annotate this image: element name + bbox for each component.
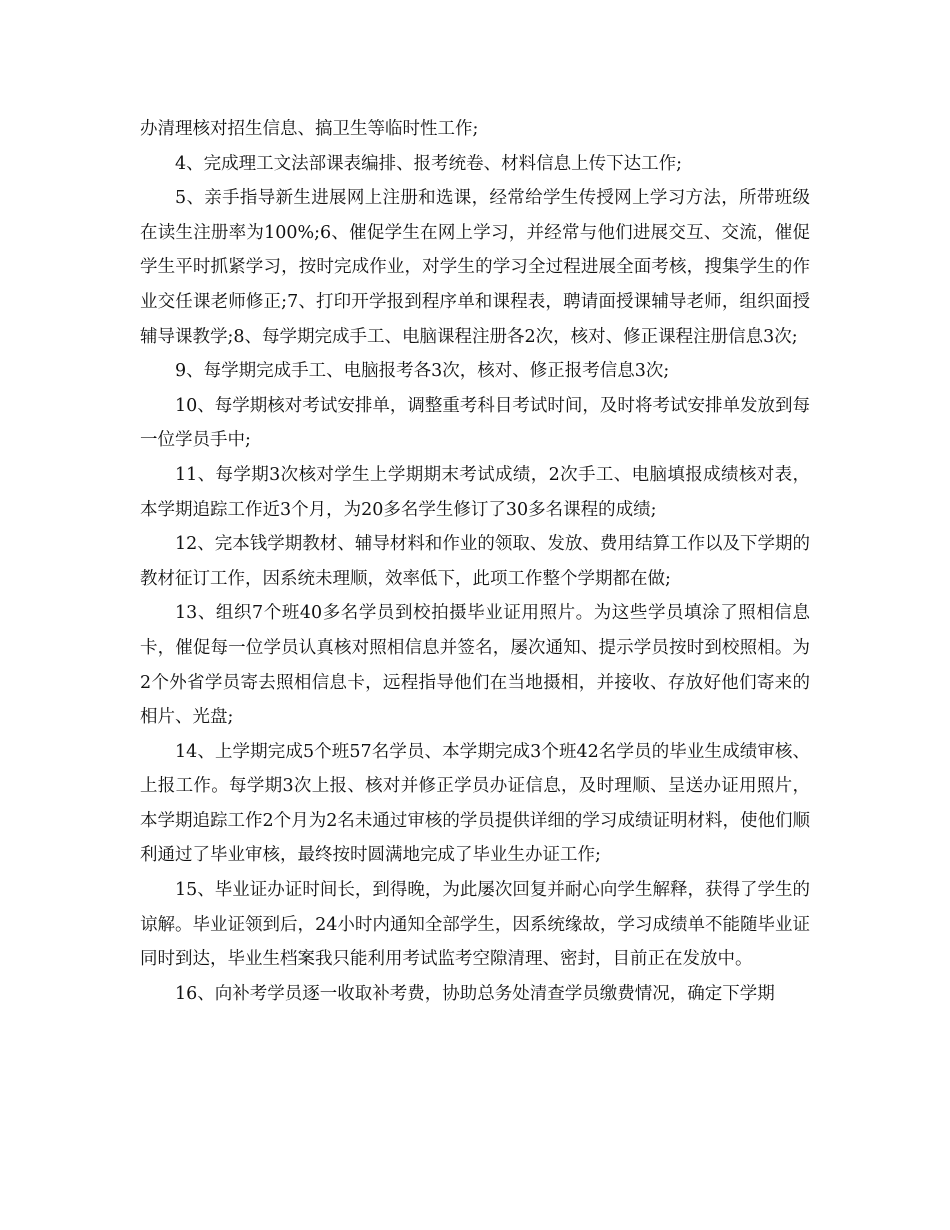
paragraph-item-4: 4、完成理工文法部课表编排、报考统卷、材料信息上传下达工作; <box>175 153 683 174</box>
paragraph-item-16: 16、向补考学员逐一收取补考费，协助总务处清查学员缴费情况，确定下学期 <box>175 983 775 1004</box>
paragraph-item-12: 12、完本钱学期教材、辅导材料和作业的领取、发放、费用结算工作以及下学期的教材征订工作，因系统未理顺，效率低下，此项工作整个学期都在做; <box>140 534 810 589</box>
paragraph-item-10: 10、每学期核对考试安排单，调整重考科目考试时间，及时将考试安排单发放到每一位学员手中; <box>140 395 810 451</box>
paragraph-item-11: 11、每学期3次核对学生上学期期末考试成绩，2次手工、电脑填报成绩核对表，本学期追踪工作近3个月，为20多名学生修订了30多名课程的成绩; <box>140 464 810 520</box>
paragraph-item-5: 5、亲手指导新生进展网上注册和选课，经常给学生传授网上学习方法，所带班级在读生注册率为100%;6、催促学生在网上学习，并经常与他们进展交互、交流，催促学生平时抓紧学习，按时完成作业，对学生的学习全过程进展全面考核，搜集学生的作业交任课老师修正;7、打印开学报到程序单和课程表，聘请面授课辅导老师，组织面授辅导课教学;8、每学期完成手工、电脑课程注册各2次，核对、修正课程注册信息3次; <box>140 188 810 347</box>
paragraph-item-15: 15、毕业证办证时间长，到得晚，为此屡次回复并耐心向学生解释，获得了学生的谅解。毕业证领到后，24小时内通知全部学生，因系统缘故，学习成绩单不能随毕业证同时到达，毕业生档案我只能利用考试监考空隙清理、密封，目前正在发放中。 <box>140 880 810 970</box>
document-body <box>140 112 810 1011</box>
paragraph-item-9: 9、每学期完成手工、电脑报考各3次，核对、修正报考信息3次; <box>175 361 670 382</box>
paragraph-item-13: 13、组织7个班40多名学员到校拍摄毕业证用照片。为这些学员填涂了照相信息卡，催促每一位学员认真核对照相信息并签名，屡次通知、提示学员按时到校照相。为2个外省学员寄去照相信息卡，远程指导他们在当地摄相，并接收、存放好他们寄来的相片、光盘; <box>140 603 810 728</box>
paragraph-continuation: 办清理核对招生信息、搞卫生等临时性工作; <box>140 119 479 139</box>
paragraph-item-14: 14、上学期完成5个班57名学员、本学期完成3个班42名学员的毕业生成绩审核、上报工作。每学期3次上报、核对并修正学员办证信息，及时理顺、呈送办证用照片，本学期追踪工作2个月为2名未通过审核的学员提供详细的学习成绩证明材料，使他们顺利通过了毕业审核，最终按时圆满地完成了毕业生办证工作; <box>140 741 810 866</box>
